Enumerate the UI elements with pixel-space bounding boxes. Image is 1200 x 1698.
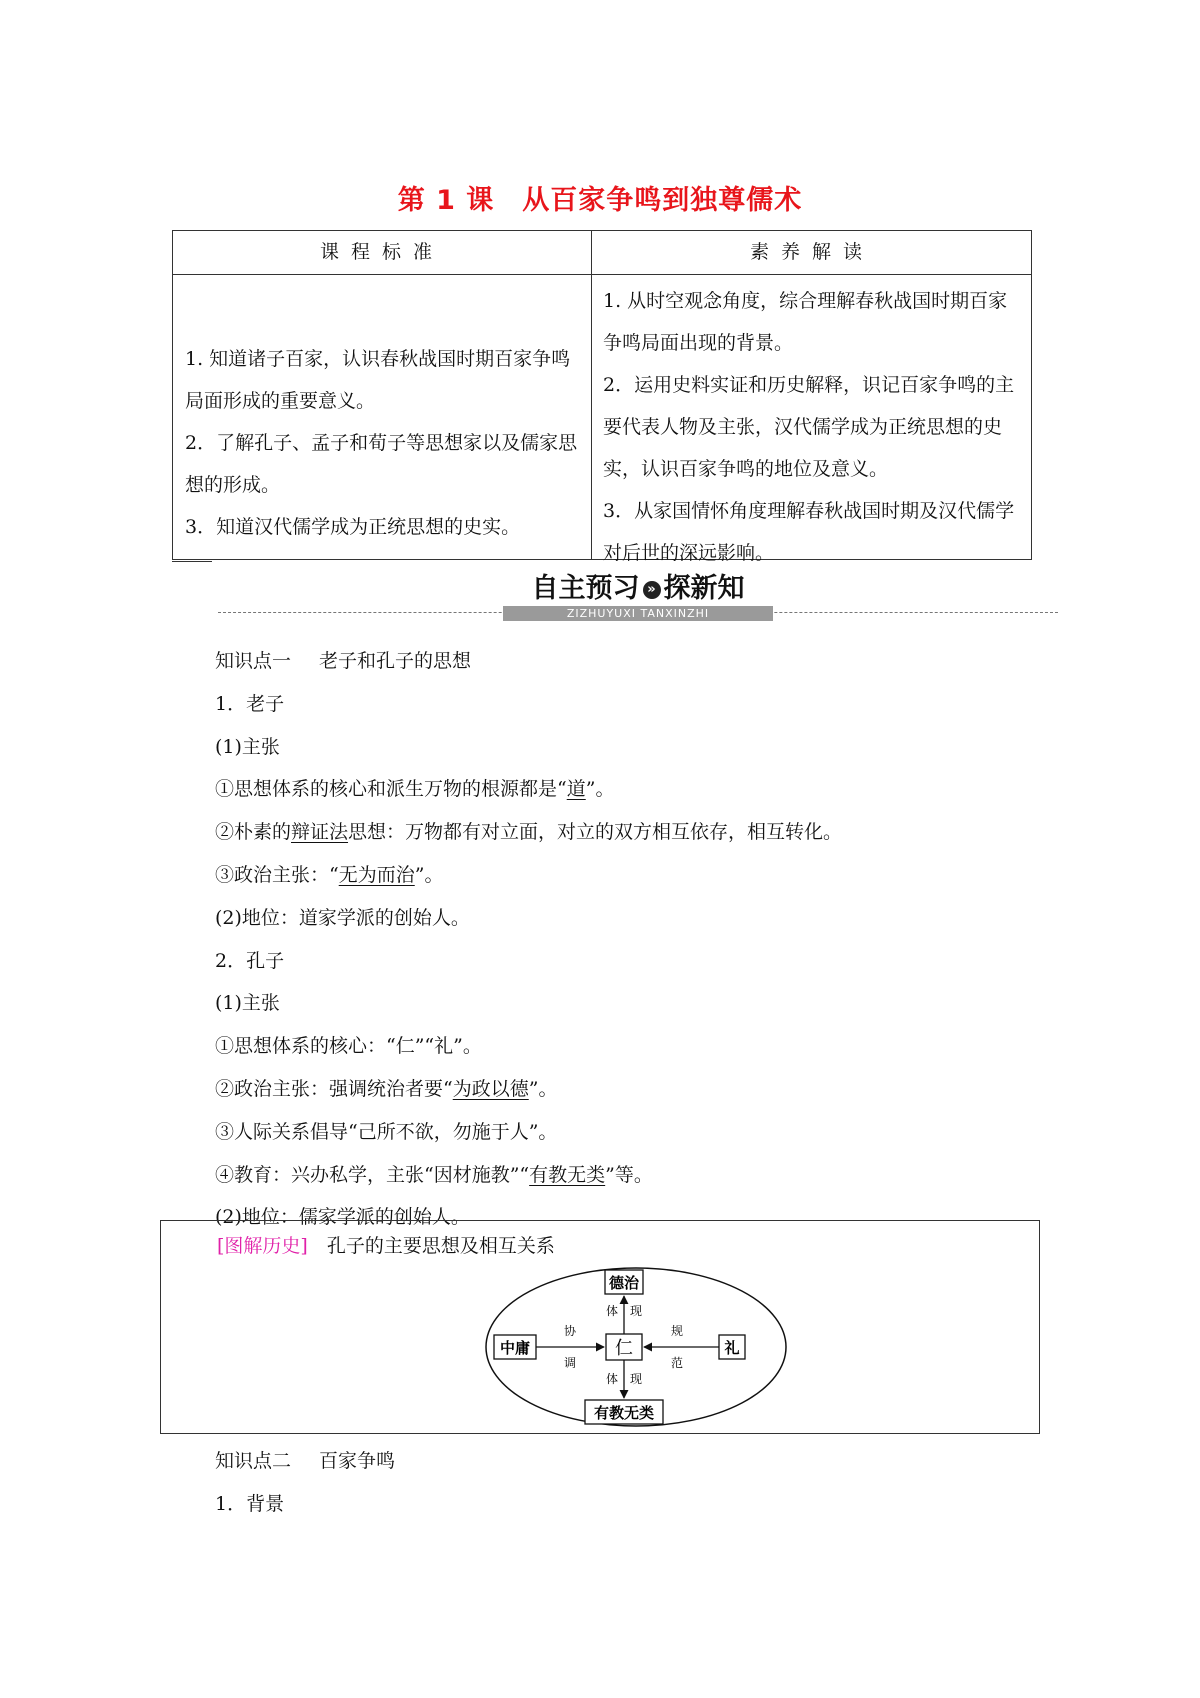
- text: ③政治主张：“: [215, 863, 339, 886]
- section-heading-text: 老子和孔子的思想: [319, 650, 472, 672]
- underlined-answer: 无为而治: [338, 863, 415, 886]
- table-header-standards: 课程标准: [319, 241, 444, 263]
- text: ”。: [414, 863, 444, 886]
- node-li: 礼: [724, 1339, 740, 1357]
- node-youjiaowulei: 有教无类: [593, 1404, 655, 1422]
- subheading-kongzi: 2．孔子: [215, 949, 285, 972]
- banner-title-left: 自主预习: [531, 573, 640, 604]
- section-one-content: [215, 640, 1115, 1239]
- label-tixian-bottom-1: 体: [605, 1372, 619, 1386]
- text: ②朴素的: [215, 821, 292, 844]
- label-xietiao-2: 调: [563, 1356, 577, 1370]
- text: ①思想体系的核心和派生万物的根源都是“: [215, 778, 567, 801]
- kongzi-claim-3: ③人际关系倡导“己所不欲，勿施于人”。: [215, 1120, 558, 1143]
- claims-heading: (1)主张: [215, 735, 280, 758]
- standard-item: 1. 知道诸子百家，认识春秋战国时期百家争鸣局面形成的重要意义。: [185, 348, 571, 412]
- figure-caption-text: 孔子的主要思想及相互关系: [326, 1235, 555, 1257]
- section-heading: [215, 1440, 395, 1483]
- standard-item: 2．了解孔子、孟子和荀子等思想家以及儒家思想的形成。: [185, 432, 578, 496]
- underlined-answer: 辩证法: [291, 821, 349, 844]
- kongzi-claim-2: [215, 1068, 1115, 1111]
- section-two-content: [215, 1440, 395, 1526]
- curriculum-standards-table: [172, 230, 1032, 564]
- subheading-laozi: 1．老子: [215, 692, 285, 715]
- section-number: 知识点二: [215, 1450, 292, 1472]
- section-number: 知识点一: [215, 650, 292, 672]
- literacy-item: 1. 从时空观念角度，综合理解春秋战国时期百家争鸣局面出现的背景。: [603, 290, 1008, 354]
- text: ”。: [585, 778, 615, 801]
- literacy-item: 2．运用史料实证和历史解释，识记百家争鸣的主要代表人物及主张，汉代儒学成为正统思想的史实，认识百家争鸣的地位及意义。: [603, 374, 1015, 480]
- subheading-background: 1．背景: [215, 1493, 285, 1515]
- banner-title-right: 探新知: [663, 573, 745, 604]
- section-heading: [215, 640, 1115, 683]
- label-guifan-1: 规: [670, 1324, 684, 1338]
- standard-item: 3．知道汉代儒学成为正统思想的史实。: [185, 516, 521, 538]
- node-dezhi: 德治: [608, 1274, 640, 1292]
- literacy-item: 3．从家国情怀角度理解春秋战国时期及汉代儒学对后世的深远影响。: [603, 500, 1015, 564]
- label-tixian-bottom-2: 现: [629, 1372, 643, 1386]
- underlined-answer: 有教无类: [529, 1163, 606, 1186]
- table-divider-vertical: [591, 231, 592, 559]
- literacy-cell: [603, 280, 1023, 574]
- page-title: 第 1 课 从百家争鸣到独尊儒术: [397, 185, 803, 216]
- laozi-claim-3: [215, 854, 1115, 897]
- figure-caption: [217, 1231, 555, 1258]
- confucius-thought-diagram: [481, 1263, 791, 1429]
- laozi-claim-1: [215, 768, 1115, 811]
- label-tixian-top-2: 现: [629, 1304, 643, 1318]
- illustrated-history-box: [160, 1220, 1040, 1434]
- text: ”等。: [605, 1163, 653, 1186]
- banner-pinyin: ZIZHUYUXI TANXINZHI: [566, 607, 710, 620]
- claims-heading: (1)主张: [215, 992, 280, 1015]
- kongzi-status: (2)地位：儒家学派的创始人。: [215, 1206, 470, 1229]
- section-heading-text: 百家争鸣: [319, 1450, 396, 1472]
- table-divider-horizontal: [173, 274, 1031, 275]
- label-guifan-2: 范: [670, 1356, 684, 1370]
- node-zhongyong: 中庸: [499, 1339, 531, 1357]
- node-ren: 仁: [615, 1338, 633, 1359]
- underlined-answer: 道: [566, 778, 586, 801]
- text: 思想：万物都有对立面，对立的双方相互依存，相互转化。: [348, 821, 843, 844]
- figure-tag: [图解历史]: [217, 1235, 308, 1257]
- laozi-claim-2: [215, 811, 1115, 854]
- laozi-status: (2)地位：道家学派的创始人。: [215, 906, 470, 929]
- section-banner: [218, 572, 1058, 622]
- text: ④教育：兴办私学，主张“因材施教”“: [215, 1163, 530, 1186]
- text: ②政治主张：强调统治者要“: [215, 1077, 453, 1100]
- kongzi-claim-1: ①思想体系的核心：“仁”“礼”。: [215, 1035, 482, 1058]
- underlined-answer: 为政以德: [452, 1077, 529, 1100]
- banner-title: [503, 572, 773, 606]
- standards-cell: [185, 338, 585, 548]
- text: ”。: [528, 1077, 558, 1100]
- kongzi-claim-4: [215, 1154, 1115, 1197]
- table-header-literacy: 素养解读: [749, 241, 874, 263]
- table-corner-mark: [172, 561, 212, 562]
- double-chevron-icon: »: [643, 581, 661, 599]
- label-xietiao-1: 协: [563, 1324, 577, 1338]
- label-tixian-top-1: 体: [605, 1304, 619, 1318]
